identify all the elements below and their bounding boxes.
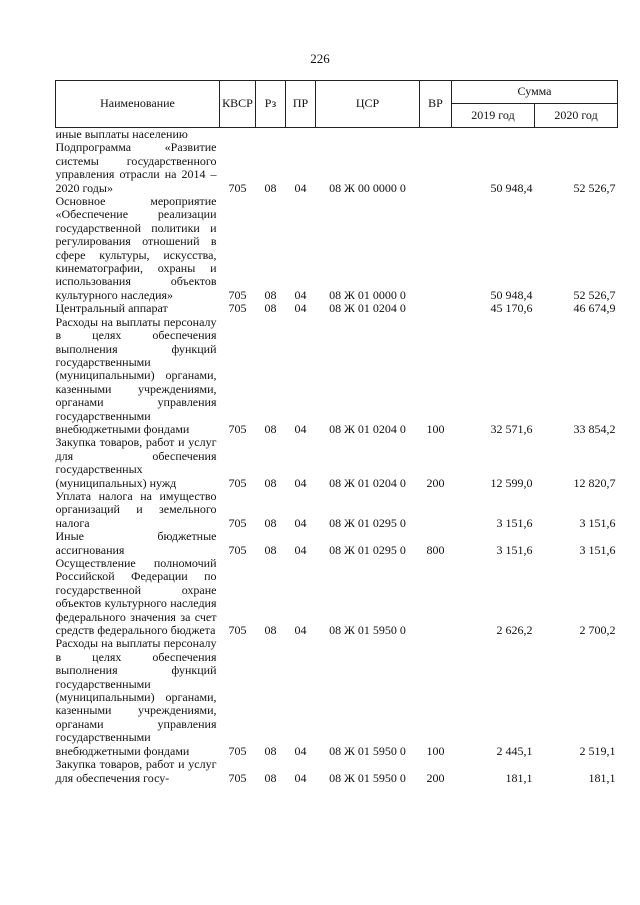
row-rz: 08 (264, 180, 277, 195)
row-pr: 04 (294, 475, 307, 490)
row-pr: 04 (294, 770, 307, 785)
row-pr: 04 (294, 542, 307, 557)
header-vr: ВР (420, 81, 452, 128)
row-kvsr: 705 (228, 515, 247, 530)
header-kvsr: КВСР (220, 81, 256, 128)
row-csr: 08 Ж 01 0295 0 (329, 542, 406, 557)
header-name: Наименование (56, 81, 220, 128)
row-sum-2020: 33 854,2 (573, 421, 616, 436)
row-kvsr: 705 (228, 301, 247, 316)
header-pr: ПР (286, 81, 316, 128)
row-pr: 04 (294, 180, 307, 195)
row-csr: 08 Ж 01 0204 0 (329, 301, 406, 316)
row-kvsr: 705 (228, 180, 247, 195)
row-pr (286, 128, 316, 142)
row-vr (420, 141, 452, 195)
row-sum-2020: 52 526,7 (573, 180, 616, 195)
row-pr: 04 (294, 421, 307, 436)
row-rz: 08 (264, 743, 277, 758)
row-vr (420, 195, 452, 302)
row-pr: 04 (294, 743, 307, 758)
row-rz: 08 (264, 287, 277, 302)
row-csr: 08 Ж 01 5950 0 (329, 623, 406, 638)
row-sum-2020: 2 700,2 (579, 623, 616, 638)
row-sum-2020 (535, 128, 618, 142)
row-kvsr: 705 (228, 475, 247, 490)
row-vr (420, 128, 452, 142)
row-sum-2019: 181,1 (505, 770, 533, 785)
header-csr: ЦСР (316, 81, 420, 128)
table-row (56, 302, 618, 315)
row-vr: 100 (426, 421, 445, 436)
row-sum-2020: 2 519,1 (579, 743, 616, 758)
row-sum-2020: 181,1 (588, 770, 616, 785)
table-header (56, 81, 618, 128)
row-sum-2019: 50 948,4 (490, 180, 533, 195)
header-rz: Рз (256, 81, 286, 128)
row-sum-2019: 32 571,6 (490, 421, 533, 436)
row-sum-2019: 2 445,1 (496, 743, 533, 758)
table-row (56, 436, 618, 490)
row-vr (420, 302, 452, 315)
header-year-2020: 2020 год (535, 104, 618, 128)
row-rz: 08 (264, 542, 277, 557)
row-csr: 08 Ж 01 0000 0 (329, 287, 406, 302)
row-name: Закупка товаров, работ и услуг для обеспечения государственных (муниципальных) нужд (55, 435, 217, 490)
row-sum-2019: 3 151,6 (496, 542, 533, 557)
row-rz: 08 (264, 770, 277, 785)
row-sum-2020: 52 526,7 (573, 287, 616, 302)
row-rz: 08 (264, 623, 277, 638)
row-pr: 04 (294, 623, 307, 638)
row-vr (420, 557, 452, 637)
row-name: Центральный аппарат (55, 301, 168, 316)
budget-table (55, 80, 618, 785)
row-pr: 04 (294, 301, 307, 316)
row-kvsr: 705 (228, 287, 247, 302)
header-sum: Сумма (452, 81, 618, 104)
row-sum-2019: 50 948,4 (490, 287, 533, 302)
row-kvsr: 705 (228, 770, 247, 785)
row-sum-2020: 3 151,6 (579, 515, 616, 530)
row-rz (256, 128, 286, 142)
row-vr (420, 490, 452, 530)
row-rz: 08 (264, 301, 277, 316)
row-kvsr: 705 (228, 542, 247, 557)
header-year-2019: 2019 год (452, 104, 535, 128)
row-csr (316, 128, 420, 142)
row-csr: 08 Ж 01 0295 0 (329, 515, 406, 530)
row-sum-2019: 3 151,6 (496, 515, 533, 530)
row-name: Расходы на выплаты персоналу в целях обеспечения выполнения функций государственными (муниципальными) органами, казенными учреждениями, органами управления государственными внебюджетными фондами (55, 636, 217, 758)
row-sum-2020: 46 674,9 (573, 301, 616, 316)
row-kvsr (220, 128, 256, 142)
row-name: Расходы на выплаты персоналу в целях обеспечения выполнения функций государственными (муниципальными) органами, казенными учреждениями, органами управления государственными внебюджетными фондами (55, 314, 217, 436)
row-name: Подпрограмма «Развитие системы государственного управления отрасли на 2014 – 2020 годы» (55, 140, 217, 195)
row-name: Закупка товаров, работ и услуг для обеспечения госу- (55, 757, 217, 785)
row-sum-2019 (452, 128, 535, 142)
page-number: 226 (310, 51, 330, 66)
row-csr: 08 Ж 01 5950 0 (329, 770, 406, 785)
row-sum-2019: 2 626,2 (496, 623, 533, 638)
row-csr: 08 Ж 01 0204 0 (329, 421, 406, 436)
row-vr: 200 (426, 475, 445, 490)
row-csr: 08 Ж 00 0000 0 (329, 180, 406, 195)
row-vr: 800 (426, 542, 445, 557)
table-row (56, 557, 618, 637)
row-sum-2020: 12 820,7 (573, 475, 616, 490)
row-kvsr: 705 (228, 743, 247, 758)
row-pr: 04 (294, 515, 307, 530)
row-name: Уплата налога на имущество организаций и земельного налога (55, 488, 217, 530)
table-row (56, 637, 618, 758)
table-row (56, 141, 618, 195)
table-row (56, 128, 618, 142)
row-sum-2019: 45 170,6 (490, 301, 533, 316)
row-rz: 08 (264, 475, 277, 490)
row-vr: 100 (426, 743, 445, 758)
row-sum-2020: 3 151,6 (579, 542, 616, 557)
table-row (56, 758, 618, 785)
row-rz: 08 (264, 421, 277, 436)
row-kvsr: 705 (228, 421, 247, 436)
row-rz: 08 (264, 515, 277, 530)
row-csr: 08 Ж 01 0204 0 (329, 475, 406, 490)
row-name: иные выплаты населению (55, 127, 188, 141)
row-name: Иные бюджетные ассигнования (55, 529, 217, 557)
row-name: Основное мероприятие «Обеспечение реализации государственной политики и регулирования отношений в сфере культуры, искусства, кинематографии, охраны и использования объектов культурного наследия» (55, 194, 217, 302)
row-name: Осуществление полномочий Российской Федерации по государственной охране объектов культурного наследия федерального значения за счет средств федерального бюджета (55, 556, 217, 638)
table-row (56, 195, 618, 302)
row-kvsr: 705 (228, 623, 247, 638)
row-csr: 08 Ж 01 5950 0 (329, 743, 406, 758)
row-pr: 04 (294, 287, 307, 302)
row-sum-2019: 12 599,0 (490, 475, 533, 490)
table-row (56, 316, 618, 437)
table-row (56, 530, 618, 557)
row-vr: 200 (426, 770, 445, 785)
table-body (56, 128, 618, 785)
table-row (56, 490, 618, 530)
